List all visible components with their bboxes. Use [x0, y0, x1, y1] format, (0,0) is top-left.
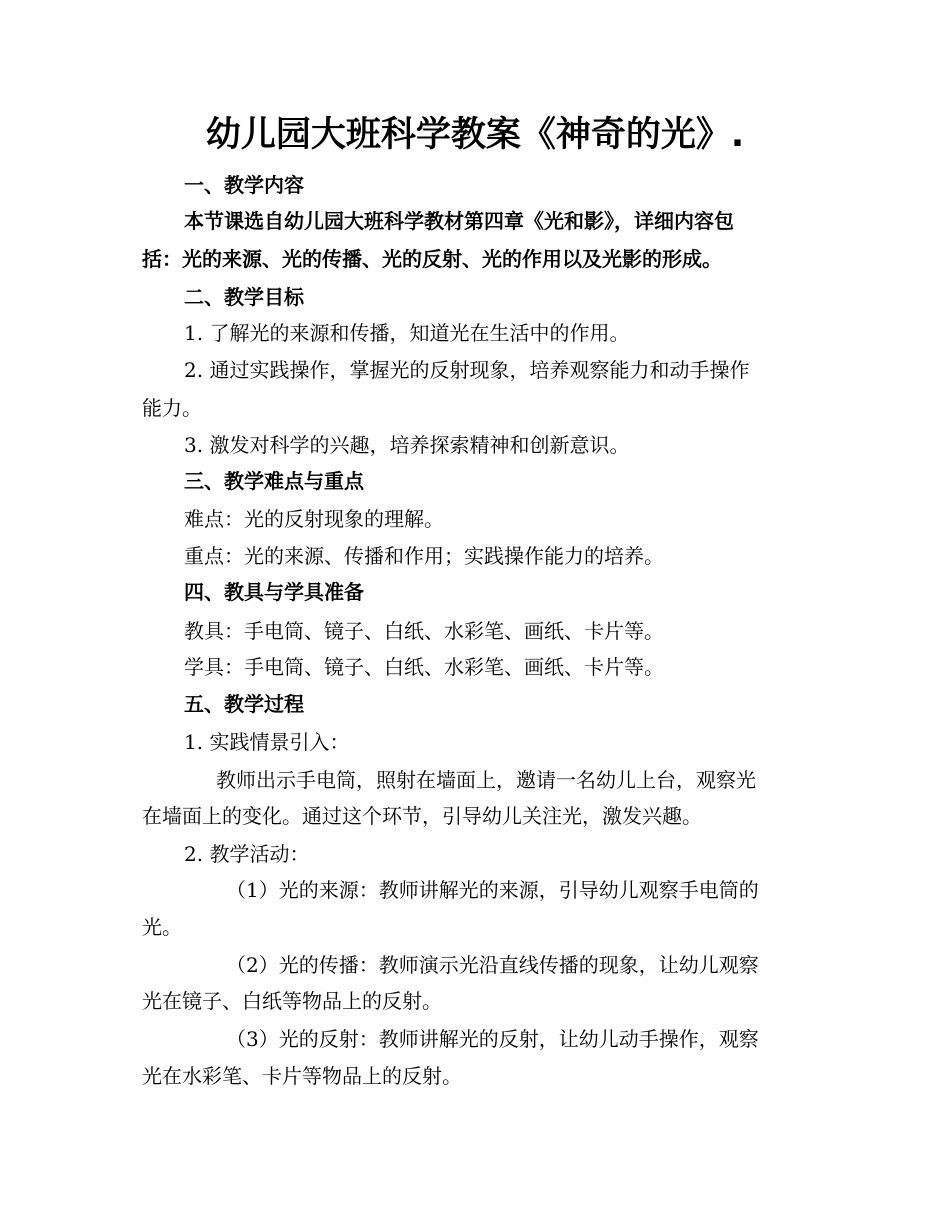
activity-2-line-1: （2）光的传播：教师演示光沿直线传播的现象，让幼儿观察	[226, 953, 759, 977]
teaching-aids-text: 教具：手电筒、镜子、白纸、水彩笔、画纸、卡片等。	[184, 619, 664, 643]
section-heading-process: 五、教学过程	[184, 692, 304, 716]
difficulty-text: 难点：光的反射现象的理解。	[184, 507, 444, 531]
activity-2-line-2: 光在镜子、白纸等物品上的反射。	[142, 989, 442, 1013]
activity-3-line-2: 光在水彩笔、卡片等物品上的反射。	[142, 1064, 462, 1088]
section-heading-content: 一、教学内容	[184, 173, 304, 197]
step-2-title: 2. 教学活动：	[184, 842, 310, 866]
document-title: 幼儿园大班科学教案《神奇的光》.	[205, 115, 745, 155]
goal-item-2-line-2: 能力。	[142, 396, 202, 420]
goal-item-3: 3. 激发对科学的兴趣，培养探索精神和创新意识。	[184, 433, 630, 457]
content-paragraph-line-2: 括：光的来源、光的传播、光的反射、光的作用以及光影的形成。	[142, 247, 722, 271]
activity-3-line-1: （3）光的反射：教师讲解光的反射，让幼儿动手操作，观察	[226, 1027, 759, 1051]
goal-item-1: 1. 了解光的来源和传播，知道光在生活中的作用。	[184, 321, 630, 345]
goal-item-2-line-1: 2. 通过实践操作，掌握光的反射现象，培养观察能力和动手操作	[184, 358, 750, 382]
activity-1-line-1: （1）光的来源：教师讲解光的来源，引导幼儿观察手电筒的	[226, 878, 759, 902]
step-1-paragraph-line-2: 在墙面上的变化。通过这个环节，引导幼儿关注光，激发兴趣。	[142, 804, 702, 828]
section-heading-difficulties: 三、教学难点与重点	[184, 469, 364, 493]
step-1-paragraph-line-1: 教师出示手电筒，照射在墙面上，邀请一名幼儿上台，观察光	[216, 768, 756, 792]
section-heading-materials: 四、教具与学具准备	[184, 580, 364, 604]
section-heading-goals: 二、教学目标	[184, 285, 304, 309]
learning-aids-text: 学具：手电筒、镜子、白纸、水彩笔、画纸、卡片等。	[184, 655, 664, 679]
content-paragraph-line-1: 本节课选自幼儿园大班科学教材第四章《光和影》，详细内容包	[184, 209, 734, 233]
key-point-text: 重点：光的来源、传播和作用；实践操作能力的培养。	[184, 544, 664, 568]
step-1-title: 1. 实践情景引入：	[184, 730, 350, 754]
activity-1-line-2: 光。	[142, 915, 182, 939]
